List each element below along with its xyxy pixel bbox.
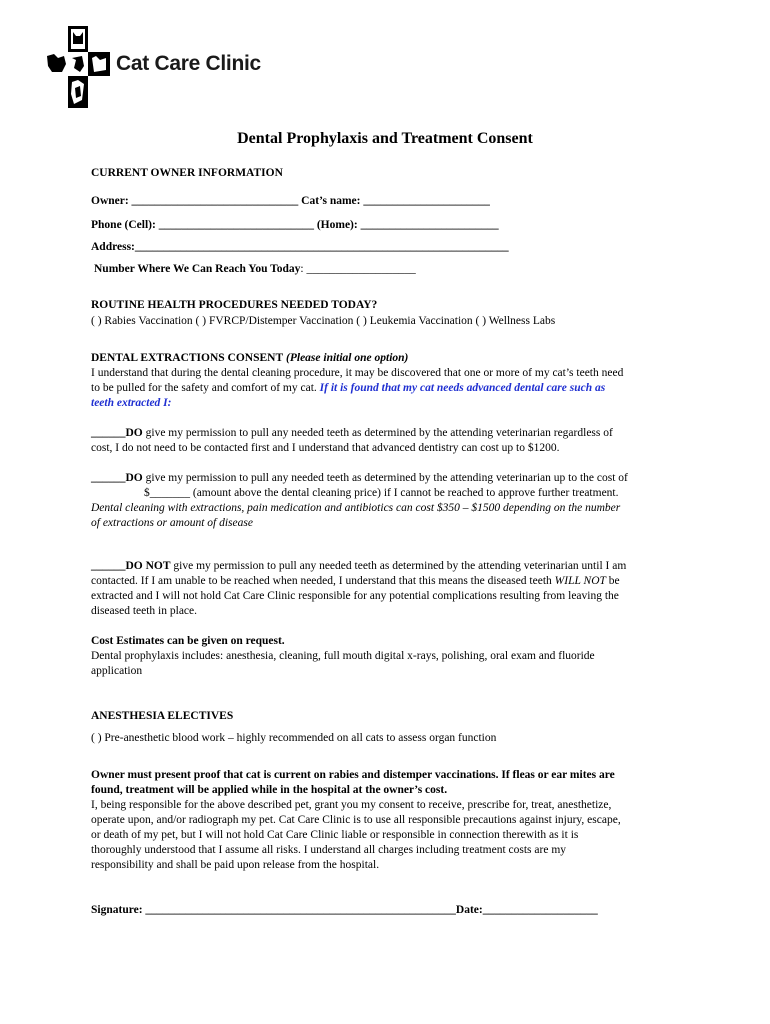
initial-blank[interactable]: ______DO bbox=[91, 427, 143, 439]
vaccination-notice: found, treatment will be applied while in the hospital at the owner’s cost. bbox=[91, 784, 448, 796]
extractions-heading-note: (Please initial one option) bbox=[286, 352, 409, 364]
phone-field[interactable]: Phone (Cell): ___________________________ (Home): ________________________ bbox=[91, 219, 499, 231]
release-text: I, being responsible for the above described pet, grant you my consent to receive, prescribe for, treat, anesthetize, bbox=[91, 799, 612, 811]
option-do-not-cont: diseased teeth in place. bbox=[91, 605, 198, 617]
address-field[interactable]: Address:_________________________________________________________________ bbox=[91, 241, 509, 253]
cost-note: Dental cleaning with extractions, pain medication and antibiotics can cost $350 – $1500 depending on the number bbox=[91, 502, 621, 514]
extractions-heading-text: DENTAL EXTRACTIONS CONSENT bbox=[91, 352, 284, 364]
page-title: Dental Prophylaxis and Treatment Consent bbox=[237, 130, 533, 147]
clinic-logo-icon bbox=[44, 24, 112, 110]
option-do-regardless-cont: cost, I do not need to be contacted first and I understand that advanced dentistry can cost up to $1200. bbox=[91, 442, 560, 454]
option-text: give my permission to pull any needed teeth as determined by the attending veterinarian up to the cost of bbox=[142, 472, 628, 484]
option-text: give my permission to pull any needed teeth as determined by the attending veterinarian until I am bbox=[170, 560, 627, 572]
extractions-intro-text: to be pulled for the safety and comfort of my cat. bbox=[91, 382, 320, 394]
anesthesia-option[interactable]: ( ) Pre-anesthetic blood work – highly recommended on all cats to assess organ function bbox=[91, 732, 497, 744]
option-emphasis: WILL NOT bbox=[554, 575, 606, 587]
initial-blank[interactable]: ______DO NOT bbox=[91, 560, 171, 572]
estimates-text: application bbox=[91, 665, 143, 677]
owner-name-field[interactable]: Owner: _____________________________ Cat’s name: ______________________ bbox=[91, 195, 490, 207]
initial-blank[interactable]: ______DO bbox=[91, 472, 143, 484]
estimates-heading: Cost Estimates can be given on request. bbox=[91, 635, 285, 647]
release-text: responsibility and shall be paid upon release from the hospital. bbox=[91, 859, 380, 871]
cost-note: of extractions or amount of disease bbox=[91, 517, 253, 529]
extractions-heading bbox=[91, 351, 408, 366]
reach-number-blank: : ___________________ bbox=[300, 263, 416, 275]
vaccination-notice: Owner must present proof that cat is current on rabies and distemper vaccinations. If fleas or ear mites are bbox=[91, 769, 615, 781]
reach-number-label: Number Where We Can Reach You Today bbox=[94, 263, 301, 275]
owner-info-heading: CURRENT OWNER INFORMATION bbox=[91, 167, 283, 179]
signature-date-field[interactable]: Signature: ______________________________________________________Date:____________________ bbox=[91, 904, 598, 916]
release-text: thoroughly understood that I assume all risks. I understand all charges including treatment costs are my bbox=[91, 844, 567, 856]
clinic-name: Cat Care Clinic bbox=[116, 52, 261, 75]
release-text: or death of my pet, but I will not hold Cat Care Clinic liable or responsible in connection therewith as it is bbox=[91, 829, 579, 841]
option-text: be bbox=[605, 575, 620, 587]
extractions-intro-line bbox=[91, 381, 605, 396]
option-do-not[interactable] bbox=[91, 559, 626, 574]
option-text: give my permission to pull any needed teeth as determined by the attending veterinarian regardless of bbox=[142, 427, 613, 439]
estimates-text: Dental prophylaxis includes: anesthesia, cleaning, full mouth digital x-rays, polishing, oral exam and fluoride bbox=[91, 650, 595, 662]
option-do-limit[interactable] bbox=[91, 471, 628, 486]
reach-number-field[interactable] bbox=[94, 262, 416, 277]
option-do-not-cont bbox=[91, 574, 620, 589]
release-text: operate upon, and/or radiograph my pet. Cat Care Clinic is to use all responsible precautions against injury, escape, bbox=[91, 814, 621, 826]
anesthesia-heading: ANESTHESIA ELECTIVES bbox=[91, 710, 234, 722]
extractions-intro-line: I understand that during the dental cleaning procedure, it may be discovered that one or more of my cat’s teeth need bbox=[91, 367, 624, 379]
extractions-intro-emphasis: teeth extracted I: bbox=[91, 397, 172, 409]
option-text: contacted. If I am unable to be reached when needed, I understand that this means the diseased teeth bbox=[91, 575, 555, 587]
amount-limit-field[interactable]: $_______ (amount above the dental cleaning price) if I cannot be reached to approve further treatment. bbox=[144, 487, 619, 499]
extractions-intro-emphasis: If it is found that my cat needs advanced dental care such as bbox=[319, 382, 606, 394]
routine-heading: ROUTINE HEALTH PROCEDURES NEEDED TODAY? bbox=[91, 299, 378, 311]
option-do-regardless[interactable] bbox=[91, 426, 613, 441]
routine-options[interactable]: ( ) Rabies Vaccination ( ) FVRCP/Distemper Vaccination ( ) Leukemia Vaccination ( ) Wellness Labs bbox=[91, 315, 556, 327]
option-do-not-cont: extracted and I will not hold Cat Care Clinic responsible for any potential complications resulting from leaving the bbox=[91, 590, 619, 602]
